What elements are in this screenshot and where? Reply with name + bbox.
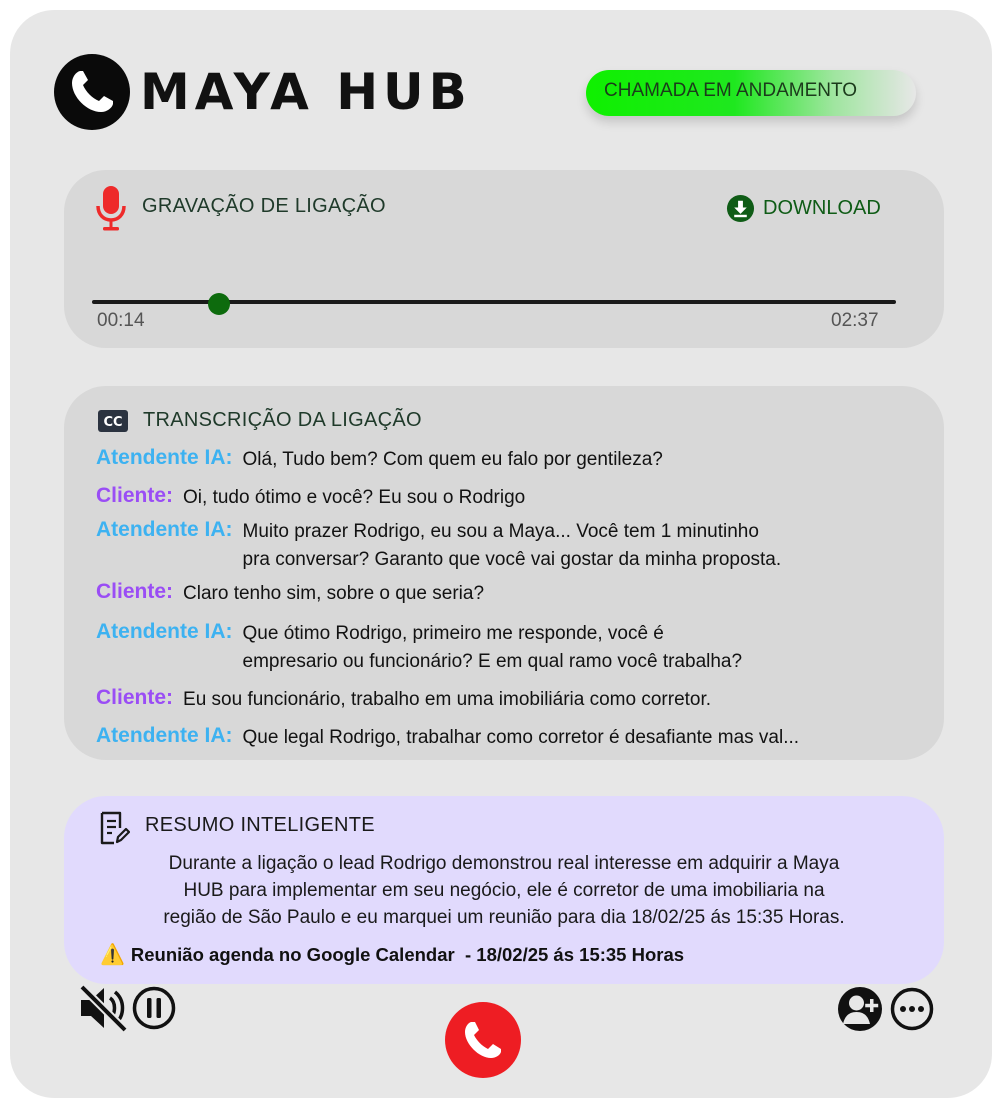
transcript-line bbox=[96, 724, 903, 752]
summary-line: HUB para implementar em seu negócio, ele é corretor de uma imobiliaria na bbox=[183, 880, 825, 901]
speaker-client-label: Cliente: bbox=[96, 580, 174, 603]
app-title: MAYA HUB bbox=[140, 63, 472, 121]
transcript-message-line: Muito prazer Rodrigo, eu sou a Maya... Você tem 1 minutinho bbox=[242, 521, 759, 542]
speaker-ai-label: Atendente IA: bbox=[96, 518, 233, 541]
speaker-client-label: Cliente: bbox=[96, 686, 174, 709]
transcript-message-line: Olá, Tudo bem? Com quem eu falo por gentileza? bbox=[242, 449, 663, 470]
transcript-line bbox=[96, 686, 711, 714]
summary-text bbox=[104, 850, 904, 931]
warning-icon: ⚠️ bbox=[100, 944, 125, 966]
audio-progress-thumb[interactable] bbox=[208, 293, 230, 315]
call-status-badge bbox=[586, 70, 916, 116]
transcript-line bbox=[96, 446, 663, 474]
transcript-message-line: empresario ou funcionário? E em qual ramo você trabalha? bbox=[242, 651, 743, 672]
total-time: 02:37 bbox=[831, 310, 879, 331]
add-contact-icon[interactable] bbox=[837, 986, 883, 1032]
transcript-message-line: Que legal Rodrigo, trabalhar como corretor é desafiante mas val... bbox=[242, 727, 800, 748]
transcript-line bbox=[96, 484, 525, 512]
speaker-ai-label: Atendente IA: bbox=[96, 620, 233, 643]
app-logo bbox=[54, 54, 472, 130]
svg-text:CC: CC bbox=[103, 415, 123, 430]
calendar-alert bbox=[100, 942, 684, 967]
microphone-icon bbox=[94, 184, 128, 232]
calendar-alert-text: Reunião agenda no Google Calendar - 18/02/25 ás 15:35 Horas bbox=[130, 943, 685, 965]
transcript-message bbox=[243, 724, 903, 752]
transcript-title: TRANSCRIÇÃO DA LIGAÇÃO bbox=[143, 409, 422, 431]
call-status-label: CHAMADA EM ANDAMENTO bbox=[604, 80, 858, 101]
transcript-message bbox=[183, 484, 525, 512]
summary-line: Durante a ligação o lead Rodrigo demonstrou real interesse em adquirir a Maya bbox=[168, 853, 840, 874]
transcript-message-line: Que ótimo Rodrigo, primeiro me responde, você é bbox=[242, 623, 664, 644]
more-options-icon[interactable] bbox=[890, 987, 934, 1031]
phone-logo-icon bbox=[54, 54, 130, 130]
download-label: DOWNLOAD bbox=[763, 197, 881, 219]
transcript-message-line: Oi, tudo ótimo e você? Eu sou o Rodrigo bbox=[183, 487, 526, 508]
transcript-line bbox=[96, 580, 484, 608]
transcript-message-line: Eu sou funcionário, trabalho em uma imobiliária como corretor. bbox=[183, 689, 712, 710]
transcript-message-line: pra conversar? Garanto que você vai gostar da minha proposta. bbox=[242, 549, 782, 570]
call-card bbox=[10, 10, 992, 1098]
recording-title: GRAVAÇÃO DE LIGAÇÃO bbox=[142, 195, 386, 217]
summary-title: RESUMO INTELIGENTE bbox=[145, 814, 375, 836]
summary-panel bbox=[64, 796, 944, 984]
speaker-ai-label: Atendente IA: bbox=[96, 446, 233, 469]
speaker-ai-label: Atendente IA: bbox=[96, 724, 233, 747]
transcript-message bbox=[243, 518, 782, 574]
notes-edit-icon bbox=[98, 810, 130, 846]
mute-icon[interactable] bbox=[78, 984, 128, 1032]
closed-captions-icon bbox=[98, 410, 128, 432]
hangup-button[interactable] bbox=[445, 1002, 521, 1078]
transcript-message bbox=[243, 446, 663, 474]
transcript-message bbox=[183, 686, 711, 714]
transcript-message-line: Claro tenho sim, sobre o que seria? bbox=[183, 583, 485, 604]
download-button[interactable] bbox=[726, 194, 881, 223]
transcript-line bbox=[96, 620, 742, 676]
transcript-message bbox=[183, 580, 484, 608]
download-icon bbox=[726, 194, 755, 223]
speaker-client-label: Cliente: bbox=[96, 484, 174, 507]
transcript-line bbox=[96, 518, 781, 574]
transcript-panel[interactable] bbox=[64, 386, 944, 760]
phone-hangup-icon bbox=[461, 1018, 505, 1062]
pause-icon[interactable] bbox=[132, 986, 176, 1030]
transcript-message bbox=[243, 620, 743, 676]
summary-line: região de São Paulo e eu marquei um reunião para dia 18/02/25 ás 15:35 Horas. bbox=[163, 907, 845, 928]
recording-panel bbox=[64, 170, 944, 348]
current-time: 00:14 bbox=[97, 310, 145, 331]
